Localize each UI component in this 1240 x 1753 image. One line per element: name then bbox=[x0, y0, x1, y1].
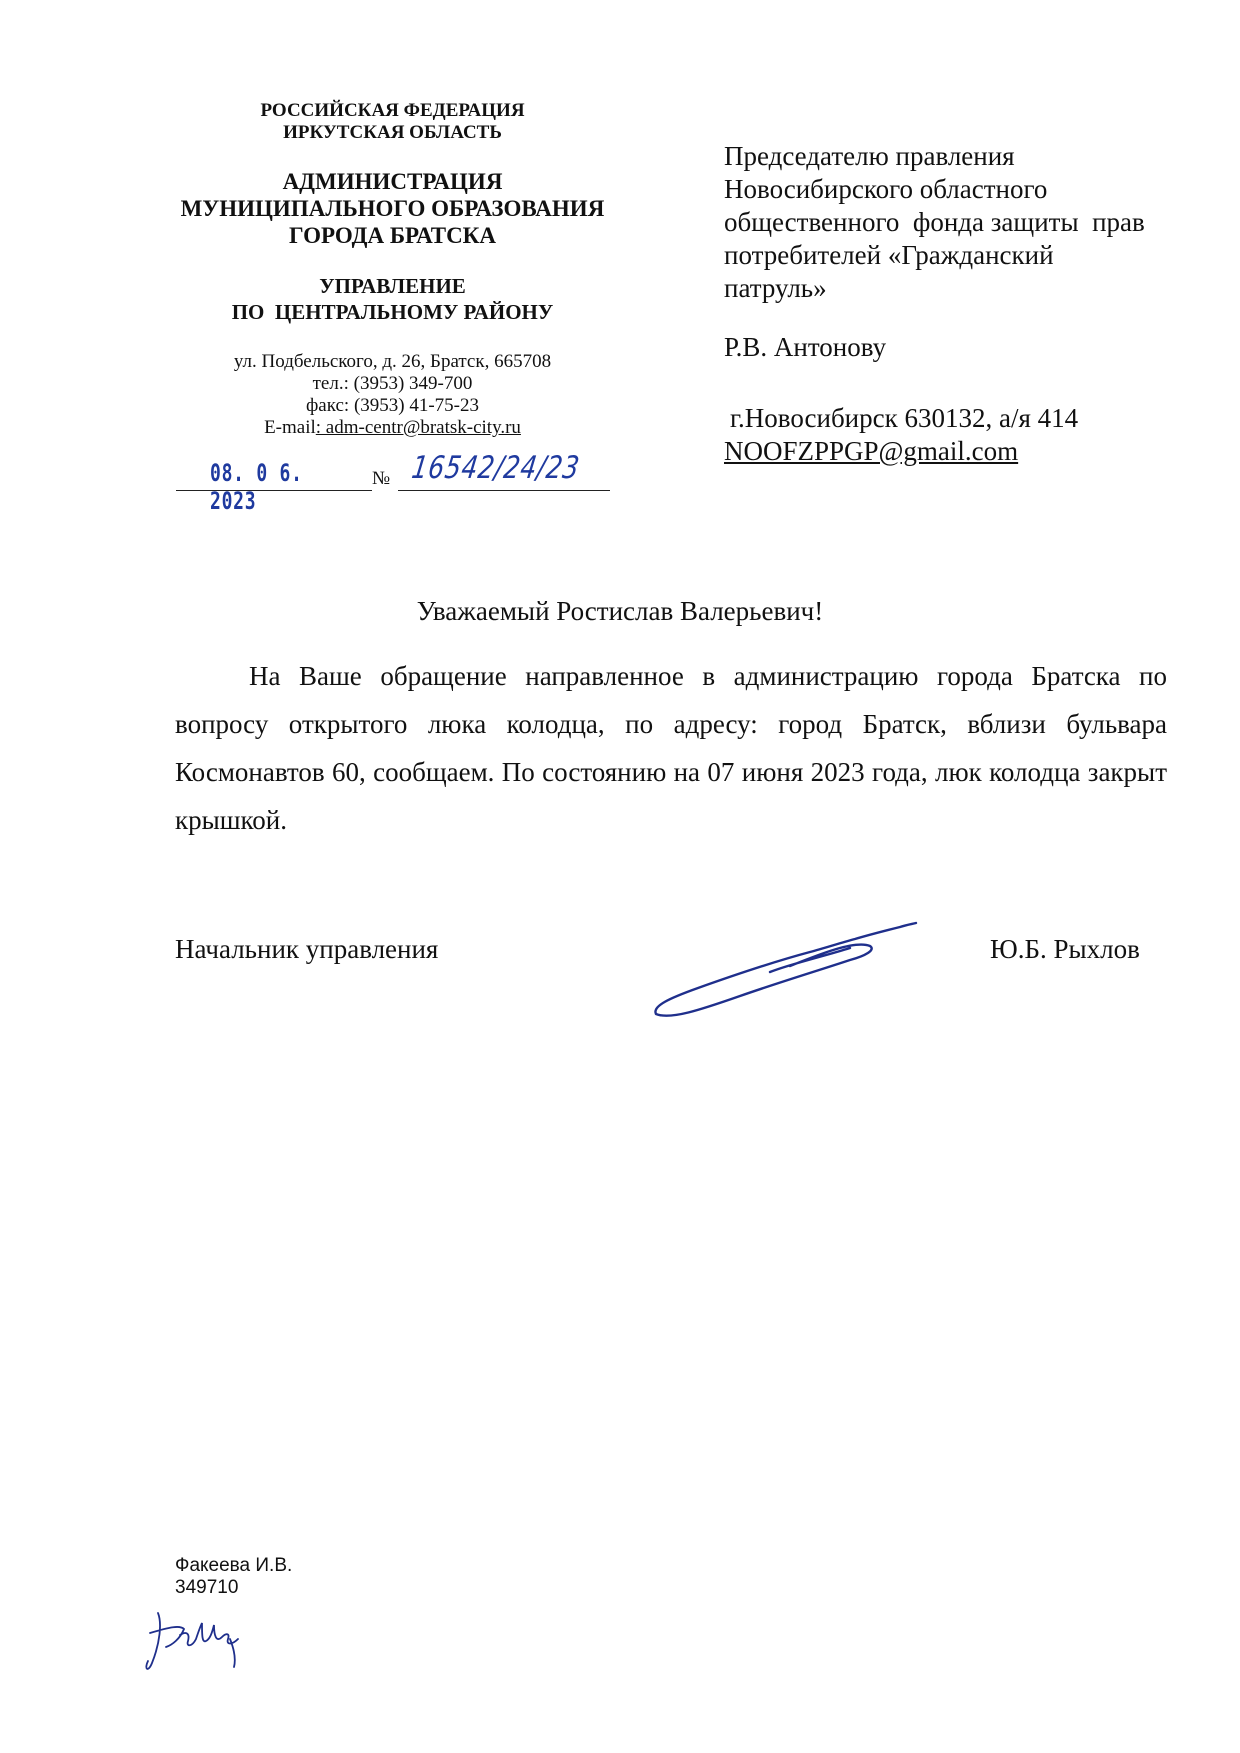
recipient-block bbox=[724, 140, 1194, 468]
registration-number-line bbox=[398, 450, 610, 491]
handwritten-signature bbox=[650, 910, 920, 1025]
performer-name: Факеева И.В. bbox=[175, 1555, 293, 1576]
performer-phone: 349710 bbox=[175, 1577, 239, 1598]
letterhead-email: : adm-centr@bratsk-city.ru bbox=[315, 417, 521, 438]
handwritten-initials bbox=[140, 1603, 260, 1678]
recipient-line: общественного фонда защиты прав bbox=[724, 207, 1145, 237]
salutation: Уважаемый Ростислав Валерьевич! bbox=[416, 596, 824, 626]
registration-date-line bbox=[176, 458, 372, 515]
letterhead-admin-line: МУНИЦИПАЛЬНОГО ОБРАЗОВАНИЯ bbox=[180, 196, 605, 221]
letterhead bbox=[140, 100, 645, 439]
letterhead-region: ИРКУТСКАЯ ОБЛАСТЬ bbox=[283, 122, 502, 143]
letterhead-address: ул. Подбельского, д. 26, Братск, 665708 bbox=[233, 351, 552, 372]
letterhead-admin-line: АДМИНИСТРАЦИЯ bbox=[282, 169, 503, 194]
letterhead-email-line bbox=[140, 417, 645, 439]
letterhead-email-prefix: E-mail bbox=[264, 417, 316, 438]
recipient-line: Председателю правления bbox=[724, 141, 1015, 171]
letterhead-dept-line: ПО ЦЕНТРАЛЬНОМУ РАЙОНУ bbox=[231, 300, 554, 324]
letterhead-contacts bbox=[140, 351, 645, 439]
registration-number-label: № bbox=[372, 468, 391, 489]
letterhead-admin bbox=[140, 168, 645, 249]
recipient-line: Новосибирского областного bbox=[724, 174, 1048, 204]
letterhead-admin-line: ГОРОДА БРАТСКА bbox=[289, 223, 496, 248]
registration-date-stamp: 08. 0 6. 2023 bbox=[210, 459, 303, 515]
letterhead-fax: факс: (3953) 41-75-23 bbox=[305, 395, 480, 416]
recipient-line: потребителей «Гражданский bbox=[724, 240, 1054, 270]
recipient-line: патруль» bbox=[724, 273, 827, 303]
letterhead-country: РОССИЙСКАЯ ФЕДЕРАЦИЯ bbox=[260, 100, 525, 121]
recipient-email: NOOFZPPGP@gmail.com bbox=[724, 436, 1019, 466]
performer-block bbox=[175, 1555, 292, 1599]
recipient-address: г.Новосибирск 630132, а/я 414 bbox=[730, 403, 1079, 433]
letterhead-dept-line: УПРАВЛЕНИЕ bbox=[319, 274, 466, 298]
letterhead-phone: тел.: (3953) 349-700 bbox=[312, 373, 473, 394]
signatory-name: Ю.Б. Рыхлов bbox=[990, 934, 1140, 964]
recipient-name: Р.В. Антонову bbox=[724, 332, 887, 362]
registration-number: 16542/24/23 bbox=[409, 450, 583, 486]
letterhead-department bbox=[140, 273, 645, 325]
letter-body: На Ваше обращение направленное в администрацию города Братска по вопросу открытого люка колодца, по адресу: город Братск, вблизи бульвара Космонавтов 60, сообщаем. По состоянию на 07 июня 2023 года, люк колодца закрыт крышкой. bbox=[175, 661, 1167, 835]
signatory-title: Начальник управления bbox=[175, 934, 439, 964]
